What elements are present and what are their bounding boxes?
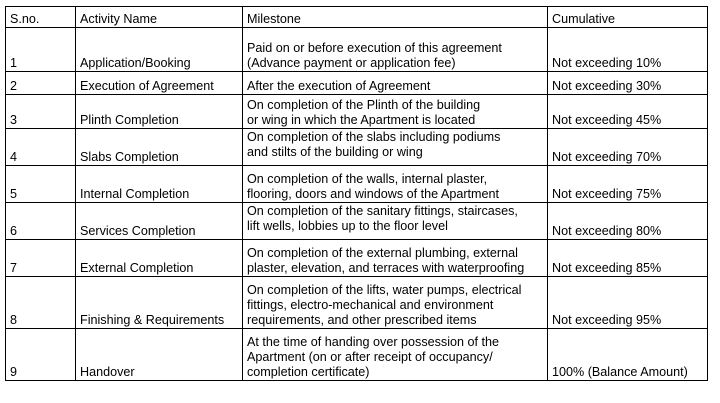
cell-milestone: At the time of handing over possession of the Apartment (on or after receipt of occupancy/ completion certificate) <box>243 329 548 381</box>
cell-sno: 7 <box>6 240 76 277</box>
cell-milestone: On completion of the slabs including podiums and stilts of the building or wing <box>243 129 548 166</box>
cell-sno: 4 <box>6 129 76 166</box>
cell-milestone: On completion of the sanitary fittings, staircases, lift wells, lobbies up to the floor level <box>243 203 548 240</box>
cell-milestone: After the execution of Agreement <box>243 72 548 95</box>
cell-sno: 1 <box>6 28 76 72</box>
cell-cumulative: Not exceeding 95% <box>548 277 708 329</box>
cell-sno: 9 <box>6 329 76 381</box>
header-cumulative: Cumulative <box>548 7 708 28</box>
table-row <box>6 166 708 203</box>
table-row <box>6 240 708 277</box>
cell-sno: 5 <box>6 166 76 203</box>
cell-activity: Slabs Completion <box>76 129 243 166</box>
cell-cumulative: Not exceeding 30% <box>548 72 708 95</box>
cell-activity: Internal Completion <box>76 166 243 203</box>
cell-milestone: On completion of the external plumbing, external plaster, elevation, and terraces with waterproofing <box>243 240 548 277</box>
cell-activity: External Completion <box>76 240 243 277</box>
cell-sno: 8 <box>6 277 76 329</box>
table-row <box>6 129 708 166</box>
table-row <box>6 329 708 381</box>
cell-sno: 2 <box>6 72 76 95</box>
cell-milestone: On completion of the walls, internal plaster, flooring, doors and windows of the Apartment <box>243 166 548 203</box>
cell-cumulative: Not exceeding 10% <box>548 28 708 72</box>
cell-activity: Execution of Agreement <box>76 72 243 95</box>
cell-sno: 6 <box>6 203 76 240</box>
table-row <box>6 277 708 329</box>
cell-cumulative: Not exceeding 85% <box>548 240 708 277</box>
cell-activity: Services Completion <box>76 203 243 240</box>
table-row <box>6 203 708 240</box>
cell-activity: Plinth Completion <box>76 95 243 129</box>
cell-cumulative: 100% (Balance Amount) <box>548 329 708 381</box>
cell-activity: Finishing & Requirements <box>76 277 243 329</box>
header-row <box>6 7 708 28</box>
cell-milestone: On completion of the lifts, water pumps, electrical fittings, electro-mechanical and environment requirements, and other prescribed items <box>243 277 548 329</box>
cell-activity: Handover <box>76 329 243 381</box>
table-row <box>6 72 708 95</box>
cell-cumulative: Not exceeding 80% <box>548 203 708 240</box>
cell-cumulative: Not exceeding 75% <box>548 166 708 203</box>
cell-milestone: Paid on or before execution of this agreement (Advance payment or application fee) <box>243 28 548 72</box>
header-activity-name: Activity Name <box>76 7 243 28</box>
cell-cumulative: Not exceeding 45% <box>548 95 708 129</box>
table-row <box>6 28 708 72</box>
cell-cumulative: Not exceeding 70% <box>548 129 708 166</box>
table-row <box>6 95 708 129</box>
payment-schedule-table <box>5 6 708 381</box>
cell-milestone: On completion of the Plinth of the building or wing in which the Apartment is located <box>243 95 548 129</box>
cell-activity: Application/Booking <box>76 28 243 72</box>
cell-sno: 3 <box>6 95 76 129</box>
header-milestone: Milestone <box>243 7 548 28</box>
header-sno: S.no. <box>6 7 76 28</box>
